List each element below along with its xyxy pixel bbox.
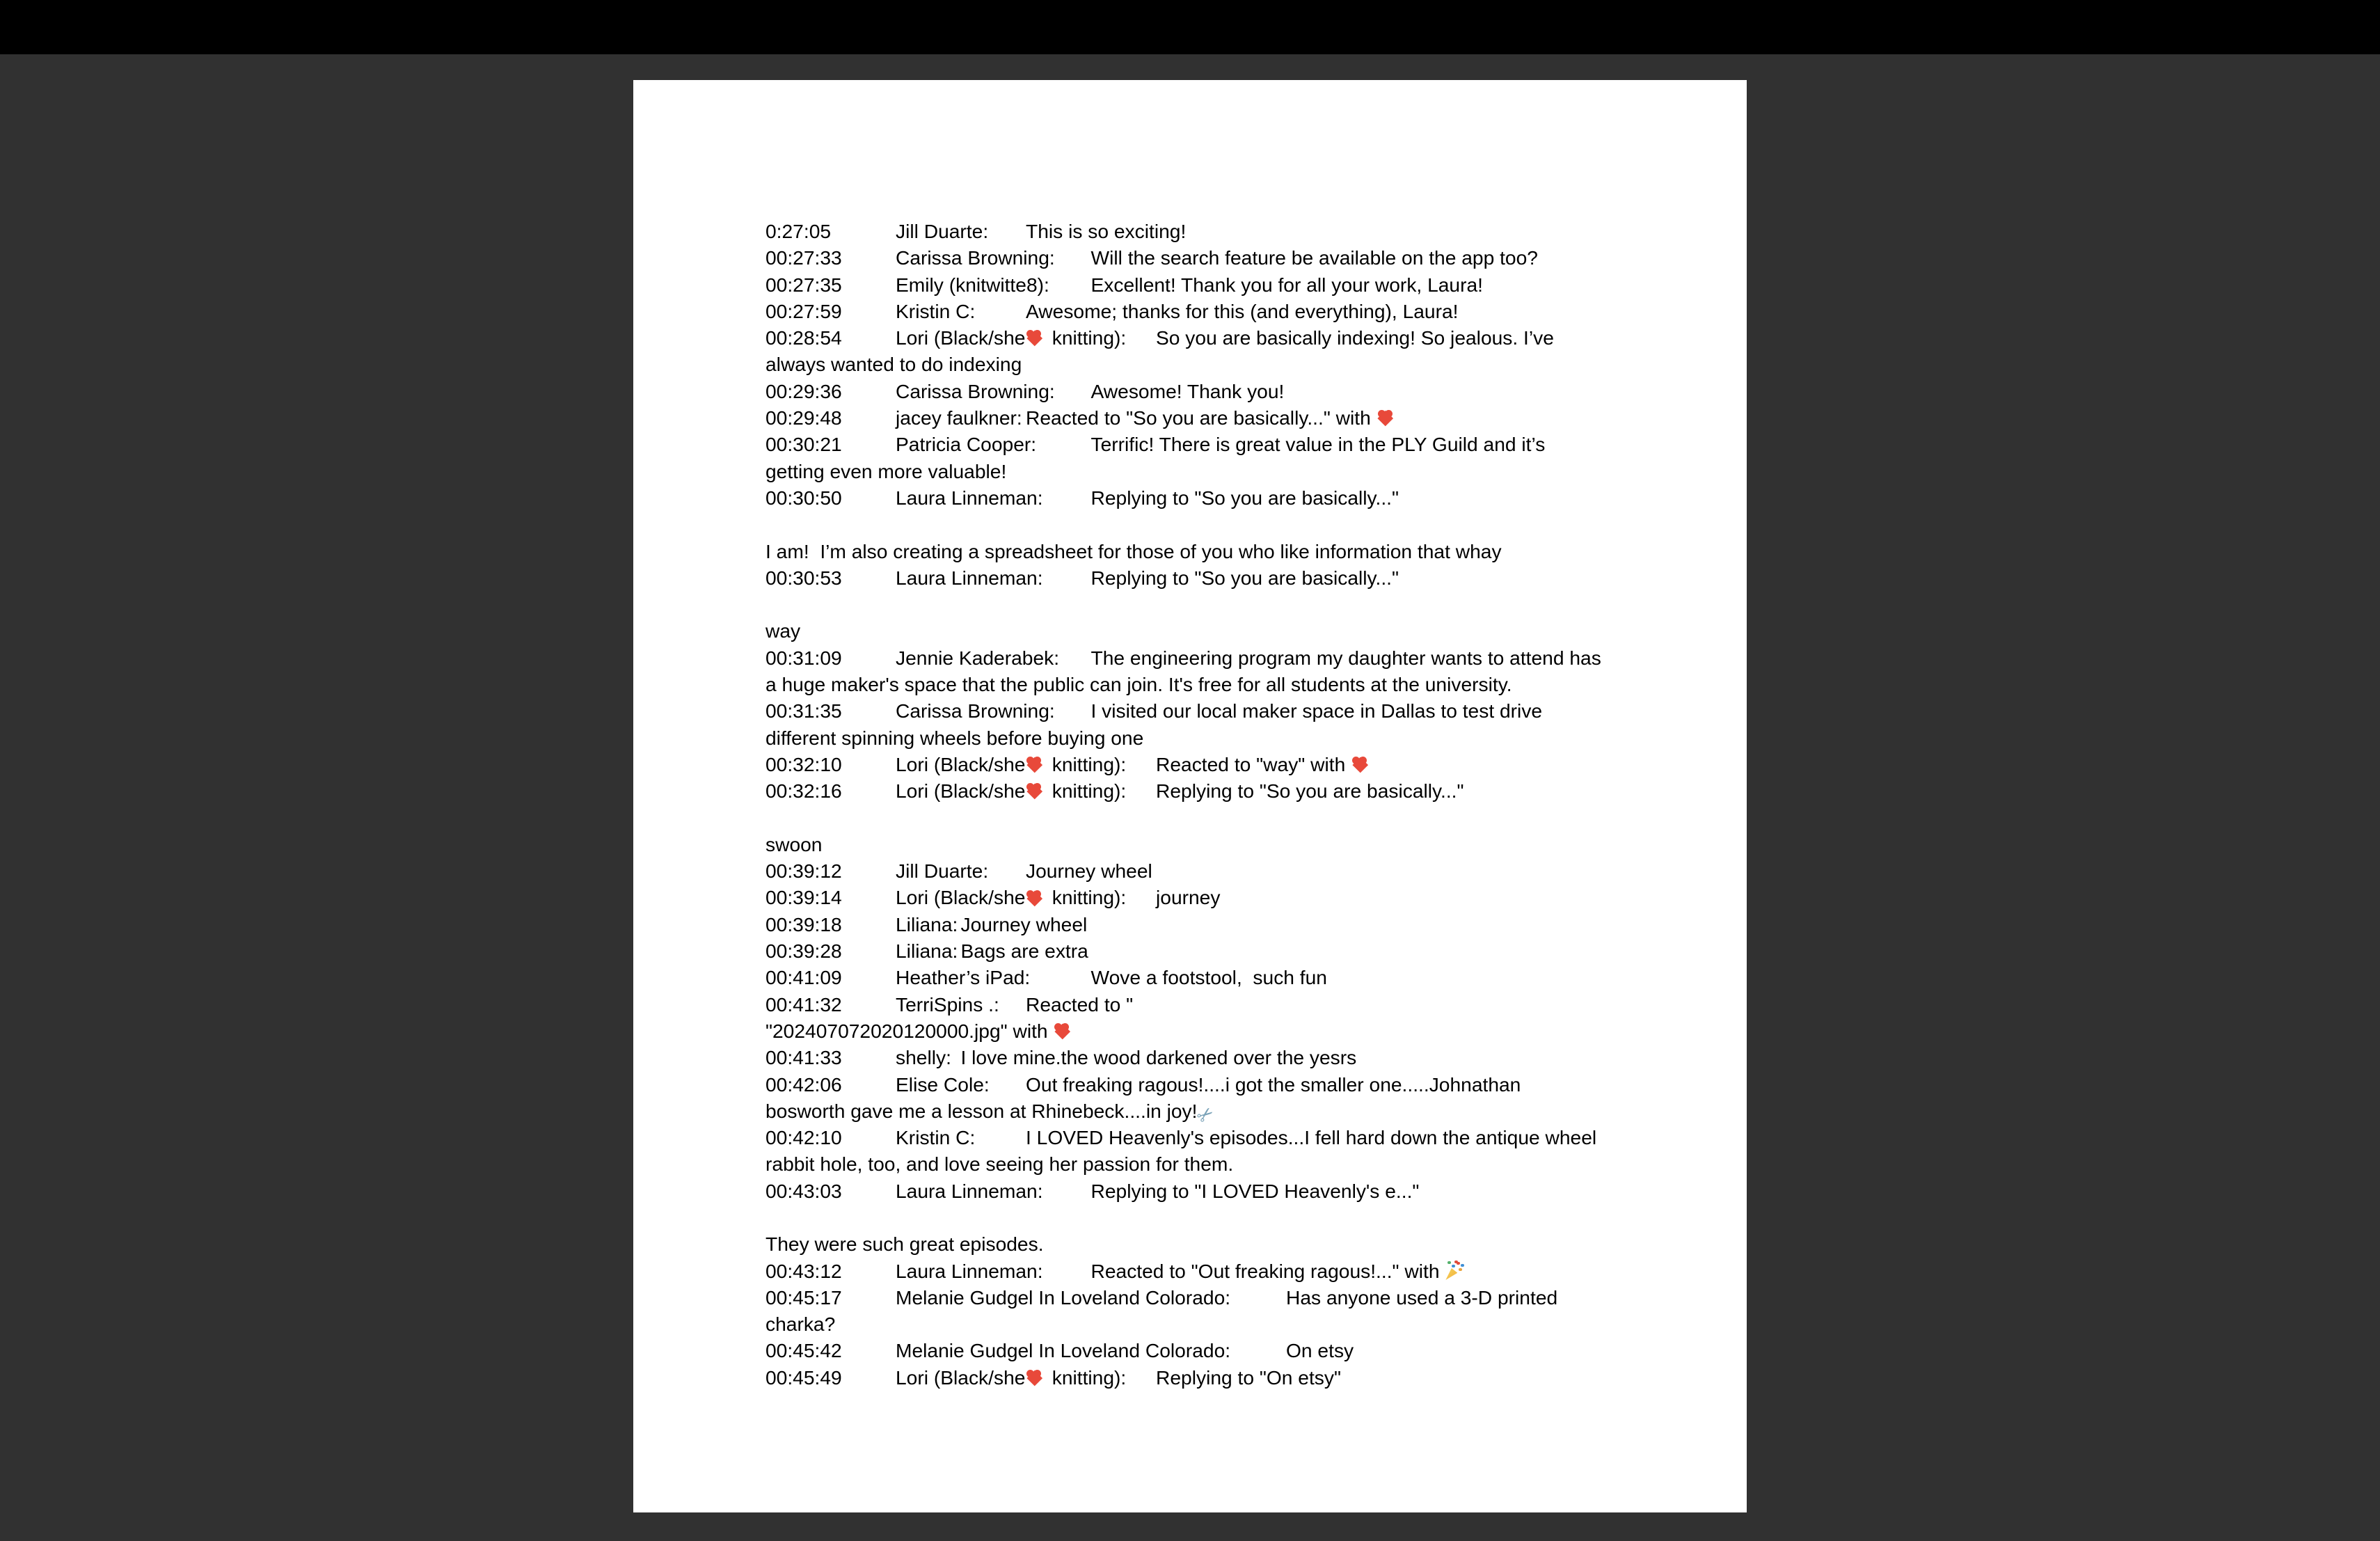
- transcript-line: I am! I’m also creating a spreadsheet for those of you who like information that whay: [765, 539, 1502, 562]
- transcript-line: a huge maker's space that the public can join. It's free for all students at the university.: [765, 673, 1512, 696]
- transcript-line: 00:39:18 Liliana: Journey wheel: [765, 912, 1088, 935]
- transcript-line: 00:30:50 Laura Linneman: Replying to "So you are basically...": [765, 486, 1399, 509]
- transcript-line: 00:27:35 Emily (knitwitte8): Excellent! Thank you for all your work, Laura!: [765, 273, 1484, 296]
- transcript-line: 00:45:17 Melanie Gudgel In Loveland Colorado: Has anyone used a 3-D printed: [765, 1286, 1558, 1309]
- transcript-line: 00:39:28 Liliana: Bags are extra: [765, 940, 1088, 963]
- transcript-line: 00:27:59 Kristin C: Awesome; thanks for this (and everything), Laura!: [765, 299, 1459, 322]
- transcript-line: 00:31:35 Carissa Browning: I visited our local maker space in Dallas to test drive: [765, 700, 1543, 722]
- heart-icon: [1025, 780, 1046, 800]
- chat-transcript: [765, 218, 1705, 1391]
- transcript-line: 00:43:03 Laura Linneman: Replying to "I LOVED Heavenly's e...": [765, 1179, 1420, 1202]
- transcript-line: 00:41:32 TerriSpins .: Reacted to ": [765, 993, 1134, 1016]
- transcript-line: bosworth gave me a lesson at Rhinebeck....in joy!✂: [765, 1098, 1705, 1124]
- transcript-line: 00:29:36 Carissa Browning: Awesome! Thank you!: [765, 379, 1285, 402]
- transcript-line: swoon: [765, 832, 823, 855]
- transcript-line: charka?: [765, 1313, 836, 1336]
- transcript-line: 00:27:33 Carissa Browning: Will the search feature be available on the app too?: [765, 246, 1538, 269]
- transcript-line: 00:41:33 shelly: I love mine.the wood darkened over the yesrs: [765, 1046, 1357, 1069]
- transcript-line: 00:30:21 Patricia Cooper: Terrific! There is great value in the PLY Guild and it’s: [765, 433, 1546, 456]
- transcript-line: 00:30:53 Laura Linneman: Replying to "So you are basically...": [765, 566, 1399, 589]
- transcript-line: 00:39:12 Jill Duarte: Journey wheel: [765, 860, 1152, 883]
- transcript-line: 00:41:09 Heather’s iPad: Wove a footstool, such fun: [765, 966, 1327, 989]
- transcript-line: They were such great episodes.: [765, 1233, 1044, 1256]
- heart-icon: [1351, 754, 1372, 773]
- transcript-line: 00:32:16 Lori (Black/she knitting): Replying to "So you are basically...": [765, 780, 1464, 803]
- transcript-line: 0:27:05 Jill Duarte: This is so exciting!: [765, 220, 1187, 242]
- transcript-line: [765, 1204, 1705, 1231]
- transcript-line: [765, 511, 1705, 537]
- transcript-line: [765, 805, 1705, 831]
- transcript-line: 00:45:49 Lori (Black/she knitting): Replying to "On etsy": [765, 1366, 1341, 1389]
- heart-icon: [1025, 754, 1046, 773]
- transcript-line: 00:31:09 Jennie Kaderabek: The engineering program my daughter wants to attend has: [765, 646, 1601, 669]
- transcript-line: different spinning wheels before buying one: [765, 726, 1144, 749]
- transcript-line: 00:39:14 Lori (Black/she knitting): journey: [765, 886, 1221, 909]
- transcript-line: 00:42:10 Kristin C: I LOVED Heavenly's episodes...I fell hard down the antique wheel: [765, 1126, 1597, 1149]
- transcript-line: 00:45:42 Melanie Gudgel In Loveland Colorado: On etsy: [765, 1339, 1354, 1362]
- transcript-line: 00:32:10 Lori (Black/she knitting): Reacted to "way" with: [765, 751, 1705, 777]
- transcript-line: always wanted to do indexing: [765, 353, 1022, 376]
- transcript-line: [765, 591, 1705, 617]
- heart-icon: [1053, 1020, 1074, 1040]
- transcript-line: 00:29:48 jacey faulkner: Reacted to "So you are basically..." with: [765, 404, 1705, 431]
- transcript-line: 00:28:54 Lori (Black/she knitting): So you are basically indexing! So jealous. I’ve: [765, 326, 1554, 349]
- transcript-line: 00:43:12 Laura Linneman: Reacted to "Out freaking ragous!..." with: [765, 1258, 1705, 1284]
- heart-icon: [1025, 887, 1046, 907]
- heart-icon: [1025, 327, 1046, 347]
- document-page[interactable]: [633, 80, 1747, 1512]
- top-black-bar: [0, 0, 2380, 54]
- transcript-line: "202407072020120000.jpg" with: [765, 1018, 1705, 1044]
- transcript-line: 00:42:06 Elise Cole: Out freaking ragous!....i got the smaller one.....Johnathan: [765, 1073, 1521, 1096]
- transcript-line: way: [765, 619, 801, 642]
- scissors-icon: ✂: [1192, 1100, 1220, 1130]
- party-popper-icon: [1445, 1261, 1466, 1280]
- transcript-line: getting even more valuable!: [765, 459, 1007, 482]
- heart-icon: [1025, 1367, 1046, 1386]
- transcript-line: rabbit hole, too, and love seeing her passion for them.: [765, 1153, 1234, 1176]
- heart-icon: [1377, 407, 1397, 427]
